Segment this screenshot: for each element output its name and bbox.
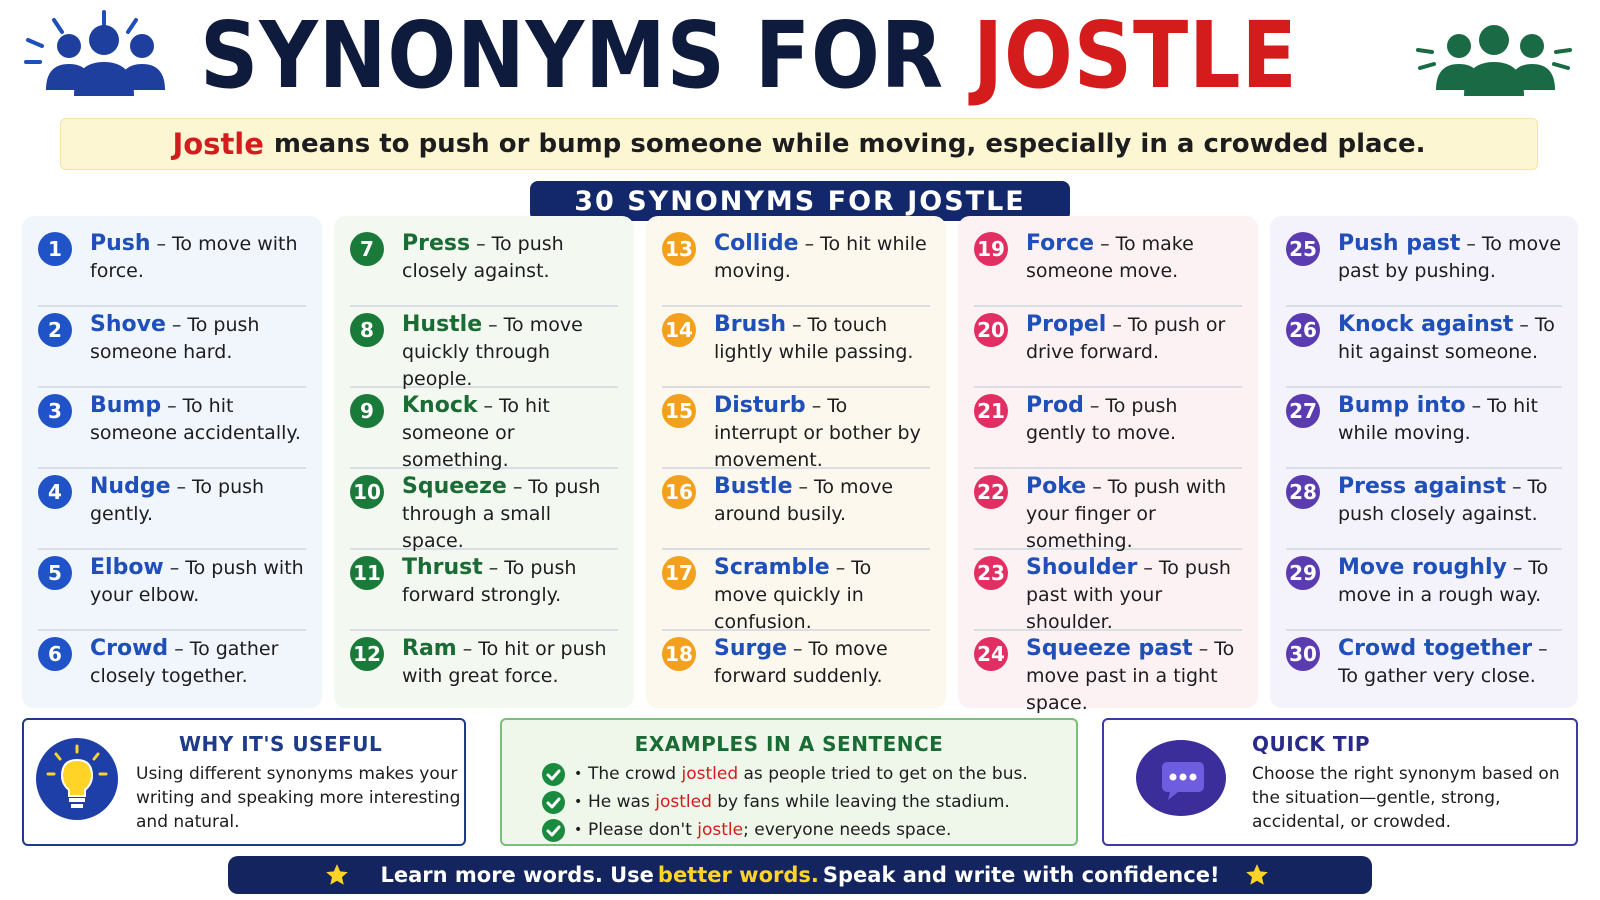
synonym-number-badge: 13	[662, 232, 696, 266]
bullet-icon: •	[574, 766, 583, 782]
synonym-text	[402, 392, 618, 474]
footer-text-2: Speak and write with confidence!	[822, 863, 1220, 887]
example-highlight: jostle	[697, 820, 744, 840]
synonym-entry	[1286, 469, 1562, 550]
synonym-definition: To push closely against.	[1338, 476, 1548, 525]
synonym-entry	[974, 307, 1242, 388]
synonym-number-badge: 4	[38, 475, 72, 509]
star-icon	[324, 862, 350, 888]
synonym-definition: To gather closely together.	[90, 638, 279, 687]
synonym-number-badge: 9	[350, 394, 384, 428]
synonym-definition: To push closely against.	[402, 233, 564, 282]
synonym-text	[714, 635, 930, 690]
synonym-entry	[974, 388, 1242, 469]
synonym-text	[90, 635, 306, 690]
synonym-number-badge: 7	[350, 232, 384, 266]
bullet-icon: •	[574, 794, 583, 810]
synonym-word: Crowd together	[1338, 636, 1533, 661]
synonym-number-badge: 11	[350, 556, 384, 590]
synonym-word: Thrust	[402, 555, 483, 580]
synonym-word: Nudge	[90, 474, 171, 499]
synonym-entry	[662, 550, 930, 631]
synonym-text	[1338, 230, 1562, 285]
synonym-definition: To push gently.	[90, 476, 265, 525]
synonym-word: Knock	[402, 393, 478, 418]
synonym-text	[714, 473, 930, 528]
dash-separator: –	[1143, 557, 1153, 579]
synonym-definition: To move forward suddenly.	[714, 638, 888, 687]
synonym-text	[1026, 554, 1242, 636]
quick-tip-title: QUICK TIP	[1252, 732, 1371, 756]
synonym-definition: To move quickly in confusion.	[714, 557, 872, 633]
synonym-entry	[38, 631, 306, 712]
synonym-entry	[662, 631, 930, 712]
synonym-entry	[350, 469, 618, 550]
synonym-word: Squeeze past	[1026, 636, 1193, 661]
example-sentence	[542, 760, 1062, 788]
synonym-number-badge: 22	[974, 475, 1008, 509]
synonym-definition: To make someone move.	[1026, 233, 1194, 282]
people-group-icon	[1414, 10, 1574, 100]
example-highlight: jostled	[681, 764, 739, 784]
dash-separator: –	[1112, 314, 1122, 336]
synonym-definition: To push someone hard.	[90, 314, 260, 363]
section-banner: 30 SYNONYMS FOR JOSTLE	[530, 181, 1070, 221]
quick-tip-text: Choose the right synonym based on the situation—gentle, strong, accidental, or crowded.	[1252, 764, 1560, 832]
dash-separator: –	[804, 233, 815, 255]
dash-separator: –	[1089, 395, 1100, 417]
dash-separator: –	[1471, 395, 1482, 417]
synonym-word: Push past	[1338, 231, 1461, 256]
synonym-definition: To push gently to move.	[1026, 395, 1178, 444]
synonym-text	[714, 311, 930, 366]
synonym-definition: To touch lightly while passing.	[714, 314, 914, 363]
dash-separator: –	[512, 476, 523, 498]
bullet-icon: •	[574, 822, 583, 838]
synonym-number-badge: 15	[662, 394, 696, 428]
why-useful-box	[22, 718, 466, 846]
synonym-text	[90, 392, 306, 447]
synonym-entry	[1286, 307, 1562, 388]
dash-separator: –	[169, 557, 180, 579]
synonym-word: Crowd	[90, 636, 169, 661]
synonym-definition: To move past by pushing.	[1338, 233, 1562, 282]
synonym-entry	[1286, 550, 1562, 631]
dash-separator: –	[156, 233, 167, 255]
synonym-entry	[662, 388, 930, 469]
synonym-column-2	[334, 216, 634, 708]
synonym-text	[1338, 554, 1562, 609]
synonym-text	[1026, 473, 1242, 555]
synonym-word: Brush	[714, 312, 787, 337]
dash-separator: –	[798, 476, 809, 498]
dash-separator: –	[835, 557, 846, 579]
dash-separator: –	[167, 395, 177, 417]
example-sentence	[542, 816, 1062, 844]
synonym-entry	[1286, 388, 1562, 469]
synonym-word: Move roughly	[1338, 555, 1507, 580]
synonym-word: Poke	[1026, 474, 1087, 499]
synonym-definition: To hit or push with great force.	[402, 638, 607, 687]
synonym-number-badge: 6	[38, 637, 72, 671]
synonym-word: Bump	[90, 393, 162, 418]
quick-tip-box	[1102, 718, 1578, 846]
synonym-definition: To hit while moving.	[1338, 395, 1538, 444]
synonym-column-1	[22, 216, 322, 708]
check-circle-icon	[542, 763, 565, 786]
synonym-definition: To move with force.	[90, 233, 298, 282]
why-useful-title: WHY IT'S USEFUL	[179, 732, 383, 756]
synonym-number-badge: 16	[662, 475, 696, 509]
synonym-definition: To move in a rough way.	[1338, 557, 1549, 606]
synonym-word: Hustle	[402, 312, 483, 337]
synonym-number-badge: 30	[1286, 637, 1320, 671]
synonym-definition: To interrupt or bother by movement.	[714, 395, 921, 471]
synonym-number-badge: 19	[974, 232, 1008, 266]
synonym-definition: To push or drive forward.	[1026, 314, 1226, 363]
why-useful-text: Using different synonyms makes your writing and speaking more interesting and natural.	[136, 764, 461, 832]
dash-separator: –	[1092, 476, 1102, 498]
dash-separator: –	[171, 314, 182, 336]
synonym-text	[714, 230, 930, 285]
synonym-word: Force	[1026, 231, 1095, 256]
synonym-word: Bustle	[714, 474, 793, 499]
synonym-entry	[974, 550, 1242, 631]
dash-separator: –	[1512, 557, 1523, 579]
synonym-text	[714, 392, 930, 474]
header	[0, 0, 1600, 112]
synonym-text	[402, 230, 618, 285]
synonym-entry	[350, 550, 618, 631]
synonym-word: Scramble	[714, 555, 830, 580]
definition-text: means to push or bump someone while moving, especially in a crowded place.	[273, 129, 1426, 159]
synonym-text	[1026, 230, 1242, 285]
synonym-number-badge: 24	[974, 637, 1008, 671]
dash-separator: –	[1519, 314, 1529, 336]
synonym-entry	[1286, 226, 1562, 307]
synonym-number-badge: 28	[1286, 475, 1320, 509]
synonym-number-badge: 17	[662, 556, 696, 590]
dash-separator: –	[483, 395, 493, 417]
synonym-entry	[38, 469, 306, 550]
synonym-text	[402, 554, 618, 609]
synonym-definition: To push past with your shoulder.	[1026, 557, 1231, 633]
synonym-text	[1338, 311, 1562, 366]
dash-separator: –	[488, 314, 498, 336]
synonym-word: Prod	[1026, 393, 1084, 418]
synonym-number-badge: 14	[662, 313, 696, 347]
example-text-before: The crowd	[588, 764, 682, 784]
synonym-number-badge: 26	[1286, 313, 1320, 347]
example-sentence	[542, 788, 1062, 816]
synonym-entry	[662, 307, 930, 388]
synonym-number-badge: 27	[1286, 394, 1320, 428]
synonym-text	[1338, 473, 1562, 528]
synonym-entry	[662, 226, 930, 307]
synonym-text	[1026, 635, 1242, 717]
definition-term: Jostle	[172, 127, 264, 161]
example-text-after: ; everyone needs space.	[743, 820, 952, 840]
dash-separator: –	[1466, 233, 1476, 255]
footer-highlight: better words.	[657, 863, 819, 887]
synonym-definition: To hit while moving.	[714, 233, 927, 282]
synonym-column-5	[1270, 216, 1578, 708]
dash-separator: –	[476, 233, 486, 255]
title-accent: JOSTLE	[973, 2, 1298, 109]
dash-separator: –	[811, 395, 822, 417]
synonym-text	[714, 554, 930, 636]
synonym-entry	[974, 226, 1242, 307]
example-text-before: He was	[588, 792, 656, 812]
star-icon	[1244, 862, 1270, 888]
synonym-text	[1338, 392, 1562, 447]
synonym-text	[90, 311, 306, 366]
examples-box	[500, 718, 1078, 846]
synonym-definition: To push with your elbow.	[90, 557, 304, 606]
synonym-entry	[38, 226, 306, 307]
synonym-entry	[38, 550, 306, 631]
synonym-text	[90, 554, 306, 609]
synonym-number-badge: 21	[974, 394, 1008, 428]
synonym-entry	[974, 631, 1242, 712]
synonym-word: Squeeze	[402, 474, 507, 499]
synonym-text	[1338, 635, 1562, 690]
synonym-number-badge: 29	[1286, 556, 1320, 590]
synonym-definition: To move quickly through people.	[402, 314, 583, 390]
synonym-text	[402, 311, 618, 393]
synonym-entry	[662, 469, 930, 550]
synonym-definition: To hit someone or something.	[402, 395, 550, 471]
example-text-after: as people tried to get on the bus.	[738, 764, 1028, 784]
synonym-word: Surge	[714, 636, 788, 661]
dash-separator: –	[176, 476, 186, 498]
synonym-definition: To move around busily.	[714, 476, 894, 525]
synonym-text	[90, 473, 306, 528]
dash-separator: –	[1100, 233, 1110, 255]
dash-separator: –	[792, 314, 802, 336]
dash-separator: –	[488, 557, 499, 579]
example-text-before: Please don't	[588, 820, 698, 840]
synonym-word: Collide	[714, 231, 799, 256]
synonym-text	[402, 473, 618, 555]
synonym-number-badge: 18	[662, 637, 696, 671]
synonym-word: Bump into	[1338, 393, 1466, 418]
people-group-icon	[24, 10, 174, 100]
title-main: SYNONYMS FOR	[200, 2, 944, 109]
footer-text-1: Learn more words. Use	[380, 863, 654, 887]
dash-separator: –	[462, 638, 473, 660]
dash-separator: –	[174, 638, 184, 660]
synonym-text	[1026, 392, 1242, 447]
synonym-text	[402, 635, 618, 690]
dash-separator: –	[793, 638, 803, 660]
synonym-definition: To push through a small space.	[402, 476, 601, 552]
example-text-after: by fans while leaving the stadium.	[711, 792, 1010, 812]
examples-title: EXAMPLES IN A SENTENCE	[634, 732, 944, 756]
synonym-word: Ram	[402, 636, 457, 661]
synonym-number-badge: 1	[38, 232, 72, 266]
dash-separator: –	[1538, 638, 1548, 660]
synonym-text	[1026, 311, 1242, 366]
examples-list	[542, 760, 1062, 844]
synonym-definition: To hit against someone.	[1338, 314, 1555, 363]
synonym-entry	[350, 307, 618, 388]
synonym-number-badge: 25	[1286, 232, 1320, 266]
synonym-word: Disturb	[714, 393, 806, 418]
synonym-entry	[38, 388, 306, 469]
dash-separator: –	[1512, 476, 1522, 498]
synonym-number-badge: 3	[38, 394, 72, 428]
synonym-word: Knock against	[1338, 312, 1514, 337]
synonym-definition: To push with your finger or something.	[1026, 476, 1227, 552]
synonym-entry	[350, 226, 618, 307]
synonym-entry	[350, 388, 618, 469]
lightbulb-icon	[36, 738, 118, 820]
synonym-number-badge: 10	[350, 475, 384, 509]
synonym-word: Elbow	[90, 555, 164, 580]
synonym-text	[90, 230, 306, 285]
synonym-word: Push	[90, 231, 151, 256]
synonym-definition: To hit someone accidentally.	[90, 395, 301, 444]
check-circle-icon	[542, 791, 565, 814]
dash-separator: –	[1198, 638, 1209, 660]
synonym-word: Press	[402, 231, 471, 256]
synonym-number-badge: 5	[38, 556, 72, 590]
chat-bubble-icon	[1134, 738, 1228, 822]
synonym-definition: To gather very close.	[1338, 665, 1536, 687]
synonym-number-badge: 8	[350, 313, 384, 347]
page-title	[200, 2, 1298, 110]
synonym-columns	[22, 216, 1578, 714]
synonym-entry	[1286, 631, 1562, 712]
synonym-word: Shoulder	[1026, 555, 1138, 580]
synonym-number-badge: 20	[974, 313, 1008, 347]
synonym-entry	[350, 631, 618, 712]
synonym-entry	[974, 469, 1242, 550]
synonym-definition: To move past in a tight space.	[1026, 638, 1235, 714]
footer-banner	[228, 856, 1372, 894]
synonym-definition: To push forward strongly.	[402, 557, 577, 606]
synonym-column-3	[646, 216, 946, 708]
synonym-word: Shove	[90, 312, 166, 337]
definition-bar	[60, 118, 1538, 170]
synonym-number-badge: 23	[974, 556, 1008, 590]
synonym-entry	[38, 307, 306, 388]
synonym-word: Press against	[1338, 474, 1506, 499]
synonym-number-badge: 2	[38, 313, 72, 347]
check-circle-icon	[542, 819, 565, 842]
synonym-word: Propel	[1026, 312, 1107, 337]
synonym-column-4	[958, 216, 1258, 714]
example-highlight: jostled	[655, 792, 712, 812]
synonym-number-badge: 12	[350, 637, 384, 671]
